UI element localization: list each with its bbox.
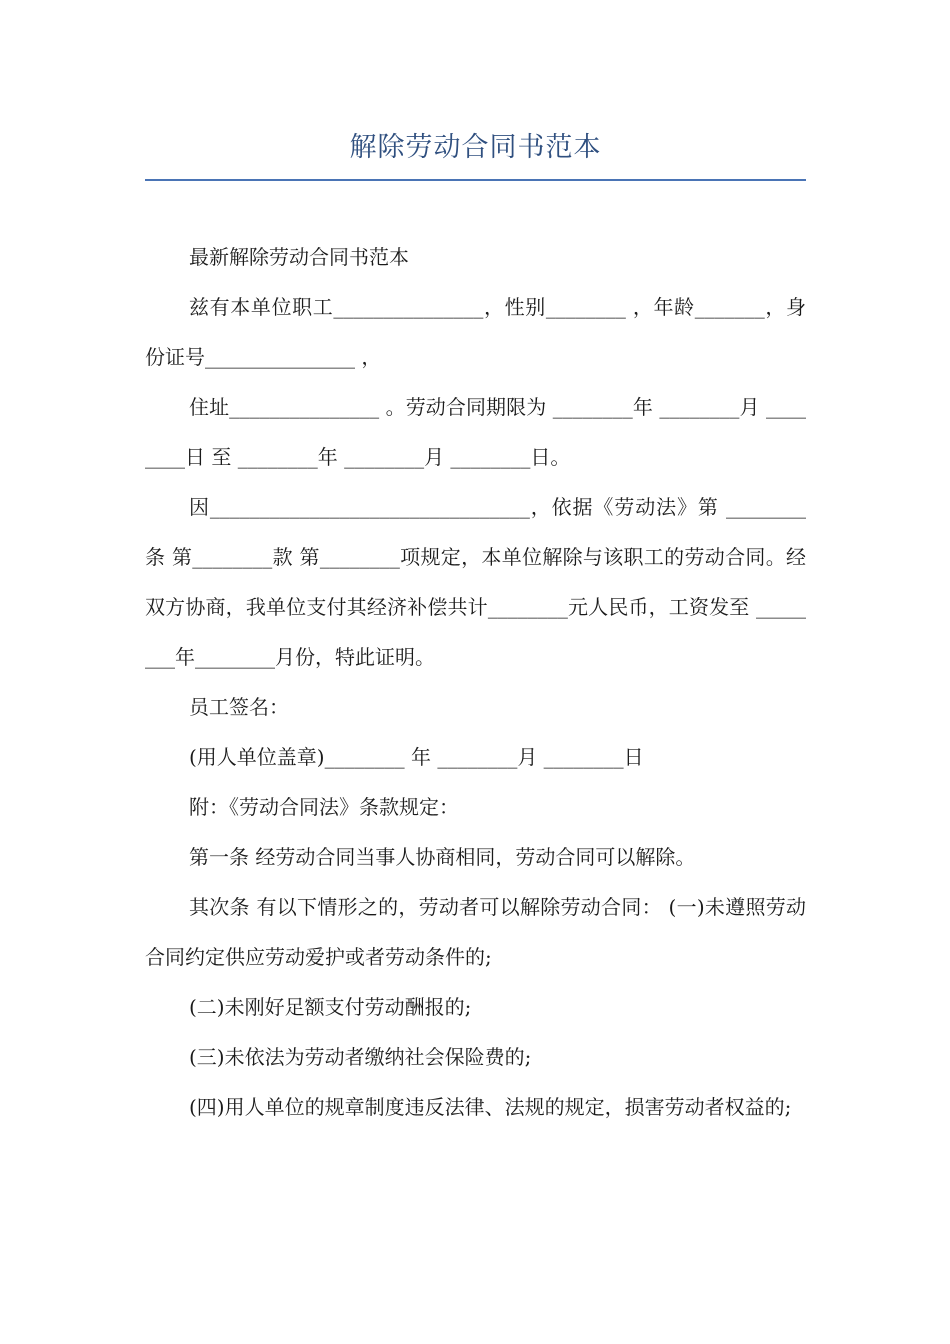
paragraph-article-1: 第一条 经劳动合同当事人协商相同，劳动合同可以解除。: [189, 845, 696, 869]
title-underline: [145, 179, 806, 181]
document-body: [145, 232, 806, 1132]
paragraph-item-3: (三)未依法为劳动者缴纳社会保险费的;: [189, 1045, 532, 1069]
document-title: 解除劳动合同书范本: [349, 132, 602, 163]
paragraph-item-4: (四)用人单位的规章制度违反法律、法规的规定，损害劳动者权益的;: [189, 1095, 792, 1119]
paragraph-termination-reason: 因________________________________，依据《劳动法》第 ________条 第________款 第________项规定，本单位解除与该职工的劳动合同。经双方协商，我单位支付其经济补偿共计________元人民币，工资发至 ________年________月份，特此证明。: [145, 495, 806, 669]
paragraph-address-term: 住址_______________ 。劳动合同期限为 ________年 ________月 ________日 至 ________年 ________月 ________日。: [145, 395, 806, 469]
paragraph-appendix-heading: 附：《劳动合同法》条款规定：: [189, 795, 459, 819]
paragraph-employee-info: 兹有本单位职工_______________，性别________ ，年龄_______，身份证号_______________ ，: [145, 295, 806, 369]
paragraph-item-2: (二)未刚好足额支付劳动酬报的;: [189, 995, 472, 1019]
paragraph-heading: 最新解除劳动合同书范本: [189, 245, 409, 269]
paragraph-employer-seal: (用人单位盖章)________ 年 ________月 ________日: [189, 745, 644, 769]
paragraph-article-2: 其次条 有以下情形之的，劳动者可以解除劳动合同： (一)未遵照劳动合同约定供应劳动爱护或者劳动条件的;: [145, 895, 806, 969]
paragraph-employee-signature: 员工签名：: [189, 695, 289, 719]
